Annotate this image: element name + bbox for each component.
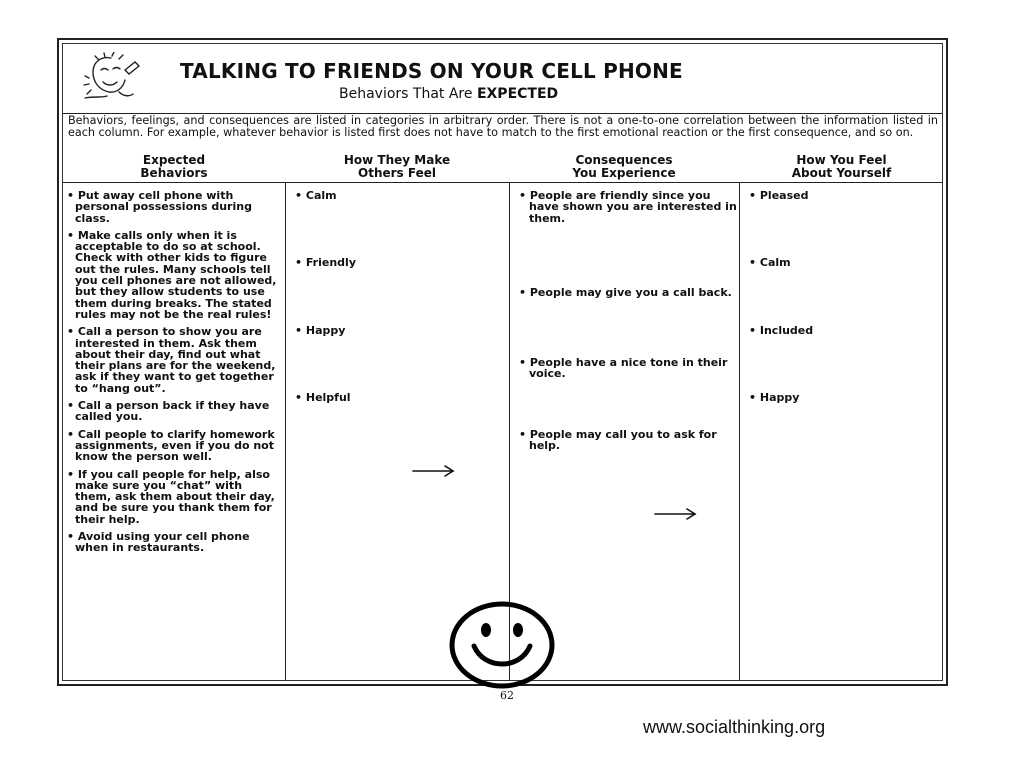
bullet-glyph: • <box>519 428 527 441</box>
smiley-face-icon <box>448 600 556 690</box>
heading-line: About Yourself <box>791 166 892 180</box>
expected-behaviors-list <box>67 190 277 554</box>
bullet-glyph: • <box>67 467 75 481</box>
list-item-text: Call a person to show you are interested in them. Ask them about their day, find out what their plans are for the weekend, ask if they want to get together to “hang out”. <box>75 325 276 395</box>
intro-paragraph: Behaviors, feelings, and consequences are listed in categories in arbitrary order. There is not a one-to-one correlation between the information listed in each column. For example, whatever behavior is listed first does not have to match to the first emotional reaction or the first consequence, and so on. <box>68 114 938 139</box>
list-item-text: Helpful <box>305 391 351 404</box>
list-item <box>749 392 944 403</box>
bullet-glyph: • <box>749 391 757 404</box>
list-item-text: People may give you a call back. <box>529 286 732 299</box>
list-item-text: Friendly <box>305 256 356 269</box>
list-item <box>749 190 944 201</box>
list-item <box>67 531 277 554</box>
list-item-text: Happy <box>759 391 800 404</box>
heading-line: Behaviors <box>140 166 208 180</box>
list-item <box>295 190 505 201</box>
bullet-glyph: • <box>67 530 75 544</box>
heading-divider <box>63 182 942 183</box>
worksheet-page <box>57 38 948 686</box>
list-item-text: Put away cell phone with personal possessions during class. <box>75 189 252 225</box>
list-item <box>295 257 505 268</box>
list-item-text: Avoid using your cell phone when in restaurants. <box>75 530 250 555</box>
list-item-text: Calm <box>305 189 337 202</box>
bullet-glyph: • <box>749 256 757 269</box>
page-subtitle <box>339 86 558 102</box>
list-item <box>519 190 739 224</box>
list-item <box>295 392 505 403</box>
heading-line: You Experience <box>572 166 676 180</box>
list-item-text: Calm <box>759 256 791 269</box>
list-item <box>67 230 277 320</box>
list-item <box>67 469 277 525</box>
bullet-glyph: • <box>67 189 75 202</box>
bullet-glyph: • <box>519 286 527 299</box>
heading-line: How They Make <box>343 153 451 167</box>
list-item <box>295 325 505 336</box>
heading-line: Others Feel <box>358 166 436 180</box>
list-item <box>519 429 739 452</box>
column-divider <box>285 182 286 680</box>
list-item <box>749 325 944 336</box>
heading-expected-behaviors <box>63 154 285 180</box>
heading-you-feel <box>739 154 944 180</box>
list-item-text: Call people to clarify homework assignments, even if you do not know the person well. <box>75 427 275 464</box>
bullet-glyph: • <box>67 325 75 339</box>
list-item-text: Included <box>759 324 814 337</box>
talking-face-icon <box>81 52 141 102</box>
heading-line: Expected <box>142 153 206 167</box>
heading-others-feel <box>285 154 509 180</box>
bullet-glyph: • <box>295 189 303 202</box>
bullet-glyph: • <box>749 189 757 202</box>
bullet-glyph: • <box>295 324 303 337</box>
subtitle-text: Behaviors That Are <box>339 86 477 102</box>
bullet-glyph: • <box>519 189 527 202</box>
list-item-text: People may call you to ask for help. <box>529 428 717 453</box>
bullet-glyph: • <box>295 391 303 404</box>
list-item <box>519 287 739 298</box>
bullet-glyph: • <box>749 324 757 337</box>
worksheet-frame <box>62 43 943 681</box>
website-link[interactable]: www.socialthinking.org <box>643 717 826 737</box>
column-divider <box>739 182 740 680</box>
bullet-glyph: • <box>67 427 75 441</box>
list-item <box>67 190 277 224</box>
bullet-glyph: • <box>67 399 75 413</box>
list-item-text: Happy <box>305 324 346 337</box>
worksheet-header <box>63 44 942 114</box>
list-item-text: People have a nice tone in their voice. <box>529 356 728 381</box>
bullet-glyph: • <box>519 356 527 369</box>
page-number: 62 <box>500 689 514 702</box>
list-item-text: If you call people for help, also make sure you “chat” with them, ask them about their day, and be sure you thank them for their help. <box>75 467 275 526</box>
heading-consequences <box>509 154 739 180</box>
page-title: TALKING TO FRIENDS ON YOUR CELL PHONE <box>180 59 683 83</box>
list-item-text: Call a person back if they have called you. <box>75 399 270 424</box>
list-item-text: People are friendly since you have shown you are interested in them. <box>529 189 737 225</box>
list-item <box>519 357 739 380</box>
list-item <box>67 400 277 423</box>
list-item <box>749 257 944 268</box>
list-item <box>67 326 277 394</box>
arrow-right-icon <box>653 507 698 521</box>
bullet-glyph: • <box>295 256 303 269</box>
subtitle-emphasis: EXPECTED <box>476 86 559 102</box>
list-item-text: Pleased <box>759 189 809 202</box>
arrow-right-icon <box>411 464 456 478</box>
bullet-glyph: • <box>67 228 75 242</box>
heading-line: How You Feel <box>796 153 887 167</box>
list-item <box>67 429 277 463</box>
heading-line: Consequences <box>575 153 673 167</box>
list-item-text: Make calls only when it is acceptable to do so at school. Check with other kids to figure out the rules. Many schools tell you cell phones are not allowed, but they allow students to use them during breaks. The stated rules may not be the real rules! <box>75 228 277 321</box>
